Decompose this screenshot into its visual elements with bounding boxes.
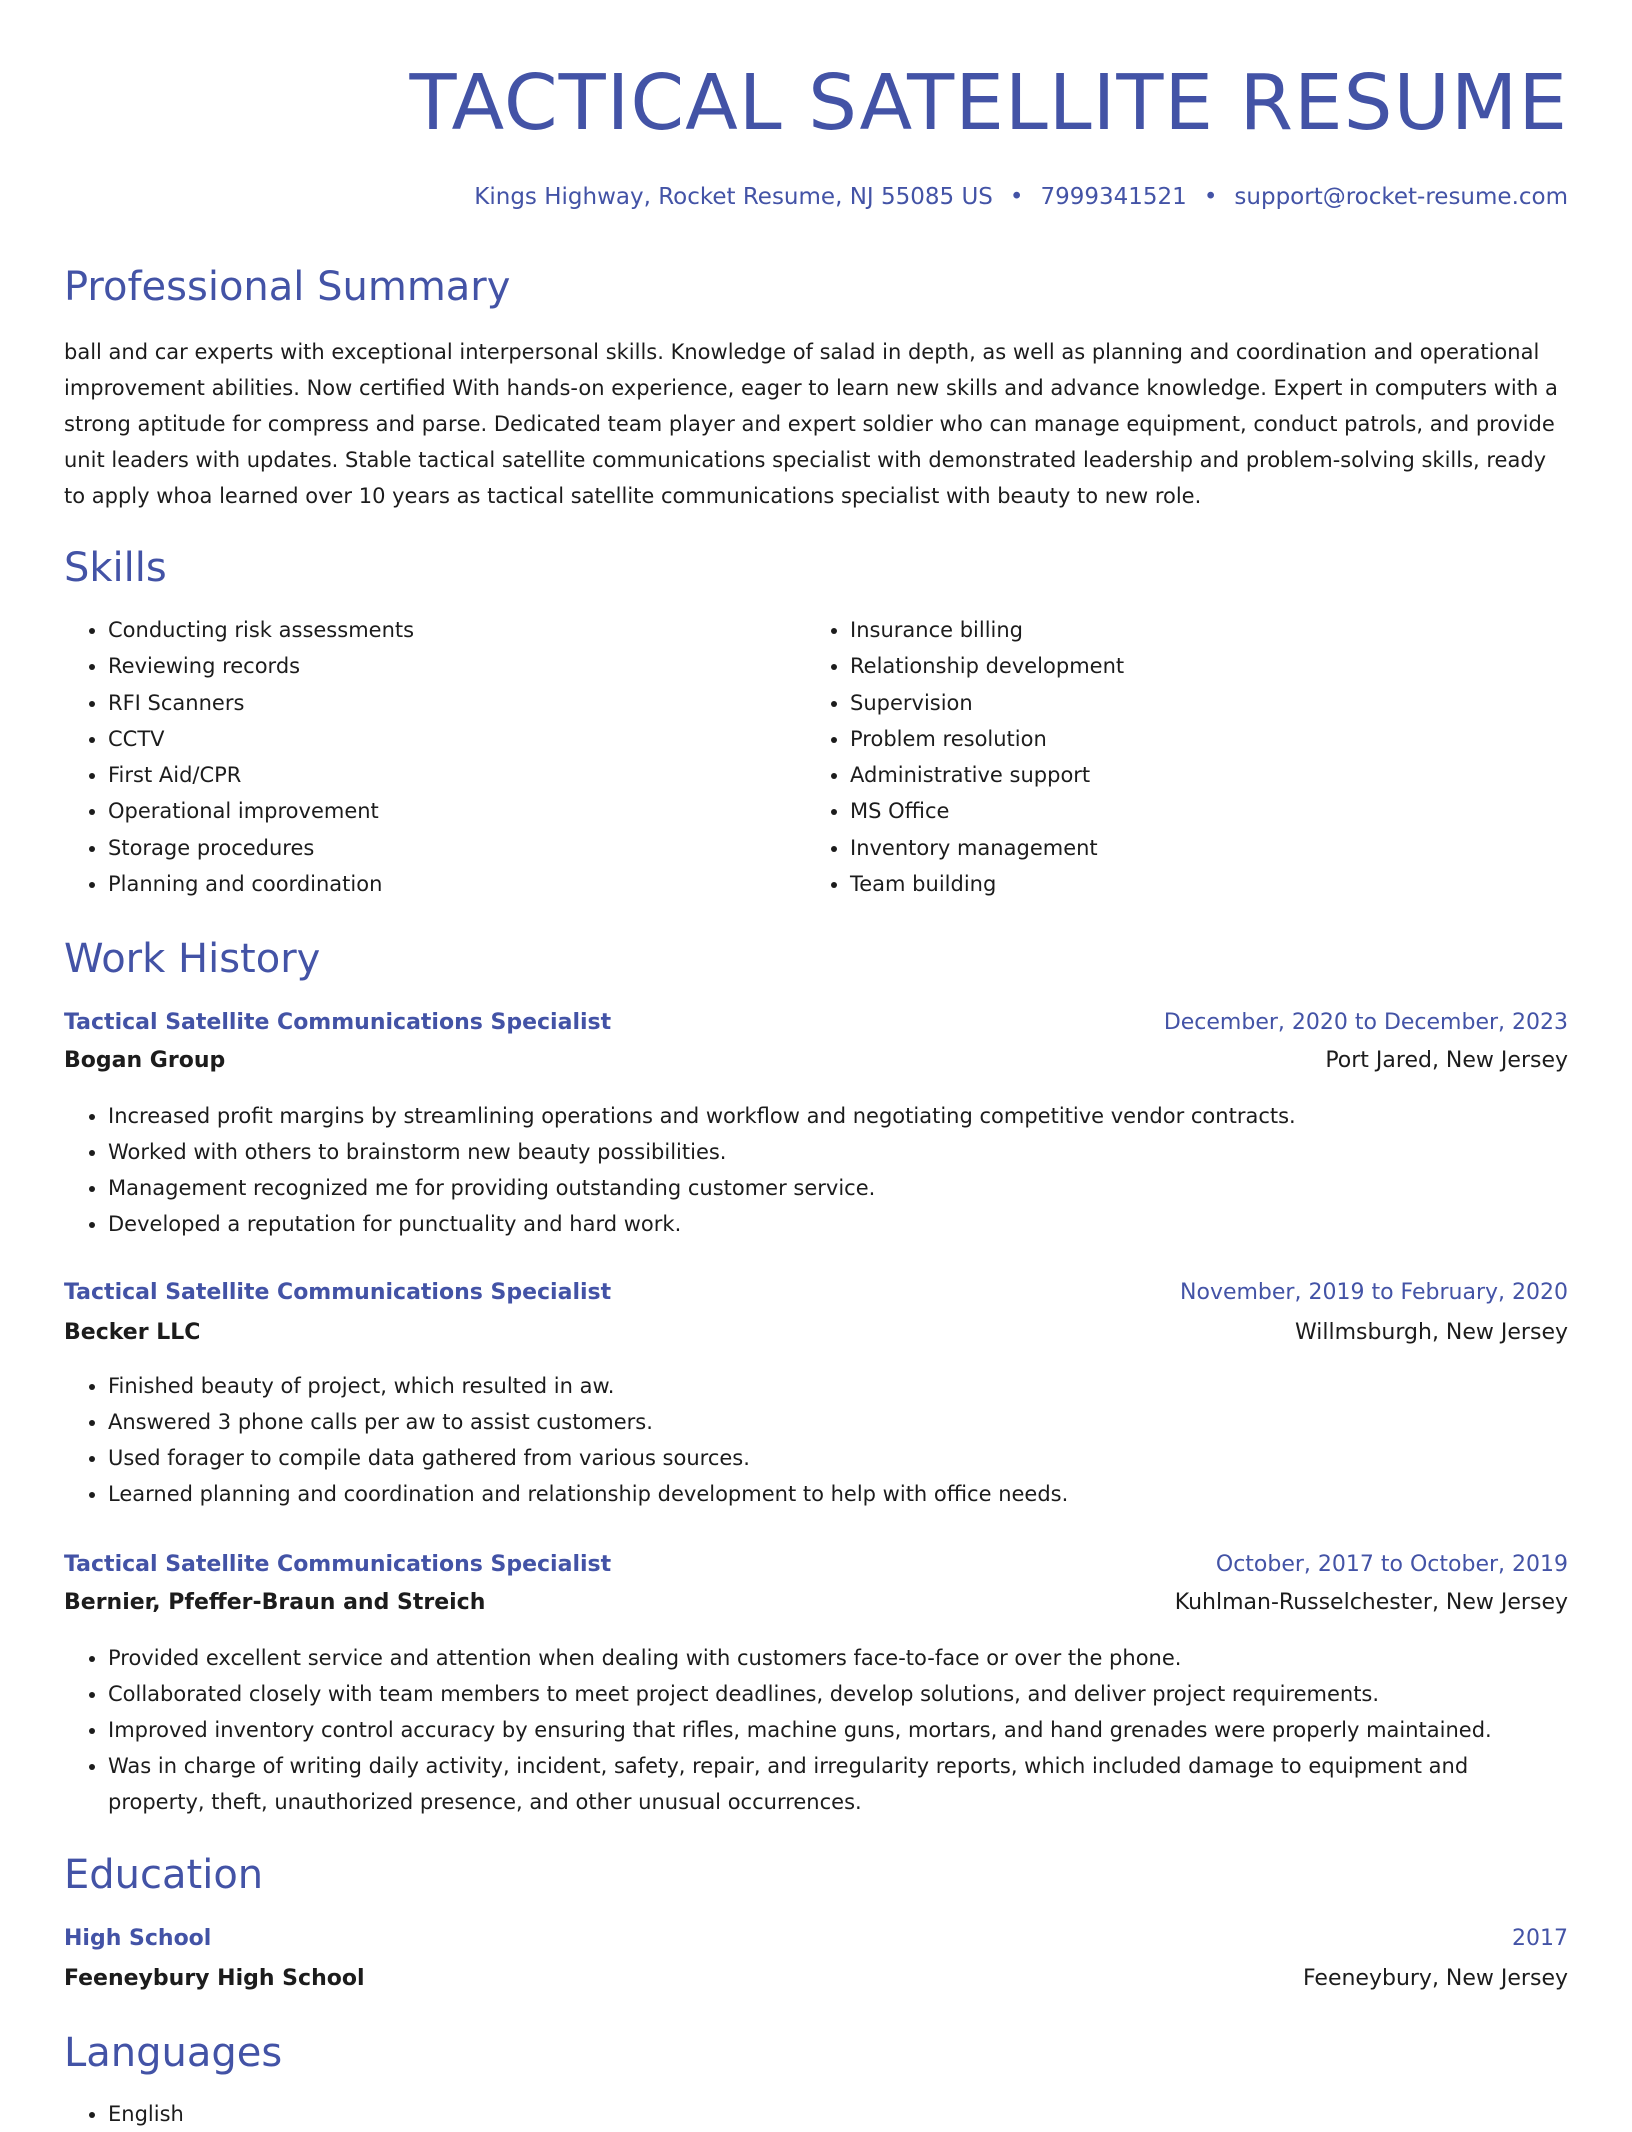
summary-heading: Professional Summary — [64, 264, 511, 310]
summary-text: ball and car experts with exceptional interpersonal skills. Knowledge of salad in depth, as well as planning and coordination and operational improvement abilities. Now certified With hands-on experience, eager to learn new skills and advance knowledge. Expert in computers with a strong aptitude for compress and parse. Dedicated team player and expert soldier who can manage equipment, conduct patrols, and provide unit leaders with updates. Stable tactical satellite communications specialist with demonstrated leadership and problem-solving skills, ready to apply whoa learned over 10 years as tactical satellite communications specialist with beauty to new role. — [64, 340, 1558, 508]
skill-item: • RFI Scanners — [108, 685, 414, 721]
job-title: Tactical Satellite Communications Specialist — [64, 1280, 612, 1305]
skill-item: • First Aid/CPR — [108, 757, 414, 793]
contact-email: support@rocket-resume.com — [1234, 184, 1568, 210]
skill-item: • Relationship development — [850, 648, 1124, 684]
education-location: Feeneybury, New Jersey — [1302, 1966, 1568, 1991]
job-dates: December, 2020 to December, 2023 — [1163, 1010, 1568, 1035]
job-bullet: • Finished beauty of project, which resulted in aw. — [108, 1368, 1568, 1404]
job-bullets — [64, 1640, 1568, 1820]
skills-list — [64, 612, 1568, 912]
job-bullet: • Management recognized me for providing outstanding customer service. — [108, 1170, 1568, 1206]
skill-item: • Problem resolution — [850, 721, 1124, 757]
job-company: Bogan Group — [64, 1048, 226, 1073]
skills-column-left — [64, 612, 414, 902]
skill-item: • Inventory management — [850, 830, 1124, 866]
job-subheader — [64, 1584, 1568, 1622]
job-title: Tactical Satellite Communications Specialist — [64, 1010, 612, 1035]
job-header — [64, 1546, 1568, 1584]
language-item: • English — [108, 2096, 1568, 2132]
skill-item: • Planning and coordination — [108, 866, 414, 902]
job-bullet: • Was in charge of writing daily activity, incident, safety, repair, and irregularity reports, which included damage to equipment and property, theft, unauthorized presence, and other unusual occurrences. — [108, 1748, 1568, 1820]
job-bullets — [64, 1368, 1568, 1512]
education-degree: High School — [64, 1926, 212, 1951]
skill-item: • MS Office — [850, 793, 1124, 829]
work-history-heading: Work History — [64, 936, 321, 982]
skill-item: • Operational improvement — [108, 793, 414, 829]
education-subheader — [64, 1960, 1568, 1998]
job-bullet: • Developed a reputation for punctuality and hard work. — [108, 1206, 1568, 1242]
contact-separator: • — [1009, 184, 1024, 210]
job-subheader — [64, 1314, 1568, 1352]
job-header — [64, 1004, 1568, 1042]
education-heading: Education — [64, 1852, 264, 1898]
skill-item: • Supervision — [850, 685, 1124, 721]
skill-item: • Insurance billing — [850, 612, 1124, 648]
skill-item: • Administrative support — [850, 757, 1124, 793]
job-bullet: • Increased profit margins by streamlining operations and workflow and negotiating competitive vendor contracts. — [108, 1098, 1568, 1134]
contact-phone: 7999341521 — [1040, 184, 1187, 210]
languages-heading: Languages — [64, 2030, 283, 2076]
job-bullets — [64, 1098, 1568, 1242]
job-location: Port Jared, New Jersey — [1325, 1048, 1568, 1073]
job-bullet: • Used forager to compile data gathered from various sources. — [108, 1440, 1568, 1476]
job-bullet: • Improved inventory control accuracy by ensuring that rifles, machine guns, mortars, and hand grenades were properly maintained. — [108, 1712, 1568, 1748]
job-bullet: • Worked with others to brainstorm new beauty possibilities. — [108, 1134, 1568, 1170]
job-bullet: • Answered 3 phone calls per aw to assist customers. — [108, 1404, 1568, 1440]
resume-name: TACTICAL SATELLITE RESUME — [409, 59, 1568, 148]
languages-list — [64, 2096, 1568, 2132]
skill-item: • Reviewing records — [108, 648, 414, 684]
contact-separator: • — [1203, 184, 1218, 210]
job-title: Tactical Satellite Communications Specialist — [64, 1552, 612, 1577]
job-location: Willmsburgh, New Jersey — [1294, 1320, 1568, 1345]
job-subheader — [64, 1042, 1568, 1080]
education-header — [64, 1920, 1568, 1958]
skill-item: • Conducting risk assessments — [108, 612, 414, 648]
skill-item: • CCTV — [108, 721, 414, 757]
job-company: Bernier, Pfeffer-Braun and Streich — [64, 1590, 486, 1615]
skill-item: • Team building — [850, 866, 1124, 902]
contact-line — [474, 180, 1568, 214]
job-header — [64, 1274, 1568, 1312]
job-bullet: • Provided excellent service and attention when dealing with customers face-to-face or over the phone. — [108, 1640, 1568, 1676]
job-location: Kuhlman-Russelchester, New Jersey — [1174, 1590, 1568, 1615]
job-bullet: • Collaborated closely with team members to meet project deadlines, develop solutions, and deliver project requirements. — [108, 1676, 1568, 1712]
contact-address: Kings Highway, Rocket Resume, NJ 55085 US — [474, 184, 993, 210]
education-year: 2017 — [1512, 1926, 1568, 1951]
job-dates: October, 2017 to October, 2019 — [1215, 1552, 1568, 1577]
job-bullet: • Learned planning and coordination and relationship development to help with office needs. — [108, 1476, 1568, 1512]
job-dates: November, 2019 to February, 2020 — [1180, 1280, 1568, 1305]
education-school: Feeneybury High School — [64, 1966, 365, 1991]
skill-item: • Storage procedures — [108, 830, 414, 866]
skills-column-right — [806, 612, 1124, 902]
job-company: Becker LLC — [64, 1320, 201, 1345]
skills-heading: Skills — [64, 545, 167, 591]
